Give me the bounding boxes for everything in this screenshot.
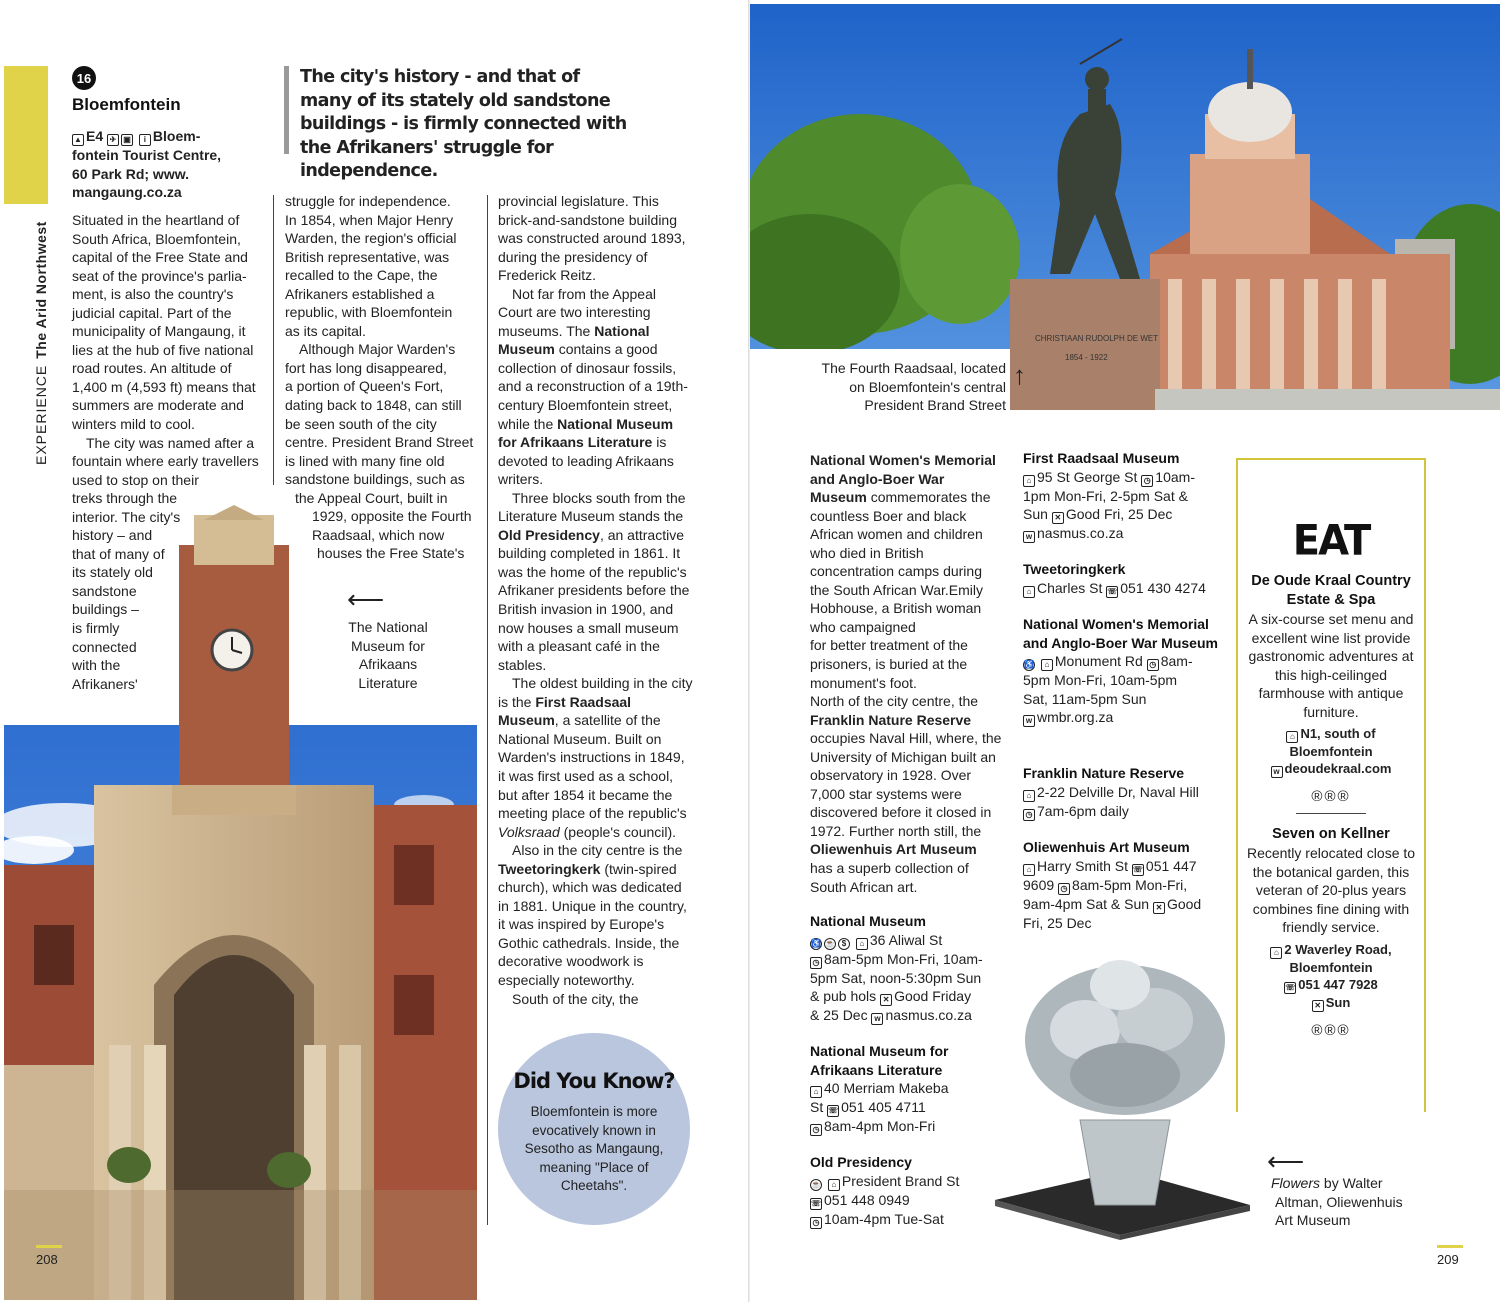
text-line: is lined with many fine old — [285, 452, 445, 469]
text-line: houses the Free State's — [317, 545, 465, 562]
address-icon: ⌂ — [1023, 586, 1035, 598]
museum-name: National Museum — [498, 322, 650, 358]
site-name: Old Presidency — [498, 526, 600, 543]
text-line: road routes. An altitude of — [72, 360, 232, 377]
text-line: Raadsaal, which now — [312, 526, 445, 543]
text-line: The city was named after a — [86, 434, 255, 451]
text-line: British representative, was — [285, 248, 450, 265]
address-icon: ⌂ — [1023, 790, 1035, 802]
clock-icon: ◷ — [1147, 659, 1159, 671]
address-icon: ⌂ — [1270, 947, 1282, 959]
listing-national-museum: National Museum ♿ ☕ $ ⌂ 36 Aliwal St ◷ 8am-5pm Mon-Fri, 10am- 5pm Sat, noon-5:30pm Sun & pub hols ✕ Good Friday & 25 Dec w nasmus.co.za — [810, 913, 983, 1023]
text-line: connected — [72, 638, 137, 655]
restaurant-description: Recently relocated close to the botanical garden, this veteran of 20-plus years combines fine dining with friendly service. — [1246, 845, 1416, 935]
text-line: South Africa, Bloemfontein, — [72, 230, 241, 247]
cafe-icon: ☕ — [811, 1179, 821, 1189]
page-number: 209 — [1437, 1252, 1459, 1267]
address-icon: ⌂ — [1023, 475, 1035, 487]
phone-icon: ☏ — [1285, 982, 1296, 992]
info-line: Bloem- — [152, 128, 201, 144]
clock-icon: ◷ — [1058, 883, 1070, 895]
site-name: National Women's Memorial and Anglo-Boer War Museum — [810, 452, 996, 506]
text-line: Warden, the region's official — [285, 230, 457, 247]
entry-title: Bloemfontein — [72, 95, 181, 114]
statue-years: 1854 - 1922 — [1065, 353, 1108, 362]
price-rating: ®®® — [1311, 788, 1351, 805]
restaurant-name: De Oude Kraal Country Estate & Spa — [1251, 573, 1411, 608]
text-line: buildings – — [72, 601, 139, 618]
closed-icon: ✕ — [1312, 1000, 1324, 1012]
text-line: struggle for independence. — [285, 193, 451, 209]
closed-icon: ✕ — [1153, 902, 1165, 914]
paragraph: Three blocks south from the Literature Museum stands the Old Presidency, an attractive building completed in 1861. It was the home of the republic's Afrikaner presidents before the British invasion in 1900, and now houses a small museum with a pleasant café in the stables. — [498, 489, 690, 673]
region-name: The Arid Northwest — [33, 221, 49, 359]
restaurant-de-oude-kraal: De Oude Kraal Country Estate & Spa A six-course set menu and excellent wine list provide gastronomic adventures at this high-ceilinged farmhouse with antique furniture. ⌂ N1, south of Bloemfontein w deoudekraal.com ®®® — [1242, 572, 1420, 807]
address-icon: ⌂ — [810, 1086, 822, 1098]
text-line: interior. The city's — [72, 508, 181, 525]
disabled-access-icon: ♿ — [1024, 660, 1034, 669]
text-line: 1929, opposite the Fourth — [312, 508, 472, 525]
phone-icon: ☏ — [1107, 586, 1118, 596]
text-line: be seen south of the city — [285, 415, 437, 432]
info-line: fontein Tourist Centre, — [72, 147, 222, 163]
text-line: fountain where early travellers — [72, 453, 259, 470]
phone-icon: ☏ — [1132, 864, 1143, 874]
photo-caption: The National Museum for Afrikaans Literature — [348, 619, 428, 691]
paragraph: The oldest building in the city is the First Raadsaal Museum, a satellite of the National Museum. Built on Warden's instructions in 1849, it was first used as a school, but after 1854 it became the meeting place of the republic's Volksraad (people's council). — [498, 675, 693, 840]
paragraph: Not far from the Appeal Court are two interesting museums. The National Museum contains a good collection of dinosaur fossils, and a reconstruction of a 19th-century Bloemfontein street, while the National Museum for Afrikaans Literature is devoted to leading Afrikaans writers. — [498, 285, 688, 488]
clock-icon: ◷ — [810, 1124, 822, 1136]
site-name: Tweetoringkerk — [498, 860, 601, 877]
web-icon: w — [1271, 766, 1283, 778]
paragraph: Also in the city centre is the Tweetoringkerk (twin-spired church), which was dedicated in 1881. Unique in the country, it was inspired by Europe's Gothic cathedrals. Inside, the decorative woodwork is especially noteworthy. — [498, 842, 687, 988]
arrow-up-icon: ↑ — [1013, 360, 1026, 390]
listing-oliewenhuis: Oliewenhuis Art Museum ⌂ Harry Smith St ☏ 051 447 9609 ◷ 8am-5pm Mon-Fri, 9am-4pm Sat & Sun ✕ Good Fri, 25 Dec — [1023, 839, 1202, 931]
web-icon: w — [1023, 531, 1035, 543]
text-line: Afrikaners established a — [285, 285, 435, 302]
photo-caption: Flowers by Walter Altman, Oliewenhuis Art Museum — [1271, 1175, 1403, 1228]
text-line: lies at the hub of five national — [72, 341, 254, 358]
text-line: recalled to the Cape, the — [285, 267, 438, 284]
closed-icon: ✕ — [880, 994, 892, 1006]
text-line: republic, with Bloemfontein — [285, 304, 453, 321]
restaurant-name: Seven on Kellner — [1272, 826, 1390, 842]
listing-womens-memorial: National Women's Memorial and Anglo-Boer War Museum ♿ ⌂ Monument Rd ◷ 8am- 5pm Mon-Fri, 10am-5pm Sat, 11am-5pm Sun w wmbr.org.za — [1023, 616, 1218, 725]
listing-tweetoringkerk: Tweetoringkerk ⌂ Charles St ☏ 051 430 4274 — [1023, 561, 1206, 596]
text-line: Afrikaners' — [72, 675, 138, 692]
paragraph: South of the city, the — [512, 990, 639, 1007]
shop-icon: $ — [838, 938, 850, 950]
museum-name: National Museum for Afrikaans Literature — [498, 415, 674, 451]
text-line: with the — [72, 657, 121, 674]
clock-icon: ◷ — [810, 957, 822, 969]
text-line: capital of the Free State and — [72, 249, 248, 266]
address-icon: ⌂ — [828, 1179, 840, 1191]
info-grid: E4 — [86, 128, 104, 144]
address-icon: ⌂ — [1023, 864, 1035, 876]
paragraph: for better treatment of the prisoners, is buried at the monument's foot. — [810, 637, 968, 691]
pull-quote: The city's history - and that of many of its stately old sandstone buildings - is firmly connected with the Afrikaners' struggle for independence. — [272, 66, 632, 184]
column-divider — [487, 195, 488, 1225]
clock-icon: ◷ — [1141, 475, 1153, 487]
phone-icon: ☏ — [811, 1198, 822, 1208]
text-line: summers are moderate and — [72, 397, 244, 414]
did-you-know-box — [498, 1033, 690, 1225]
arrow-left-icon: ⟵ — [1267, 1146, 1305, 1176]
text-line: is firmly — [72, 620, 120, 637]
site-name: First Raadsaal Museum — [498, 693, 632, 729]
photo-caption: The Fourth Raadsaal, located on Bloemfontein's central President Brand Street — [821, 360, 1006, 413]
body-column-3 — [498, 192, 693, 1008]
entry-number: 16 — [72, 66, 96, 90]
address-icon: ⌂ — [856, 938, 868, 950]
page-number-bar — [36, 1245, 62, 1248]
text-line: Although Major Warden's — [299, 341, 456, 358]
did-you-know-text: Bloemfontein is more evocatively known in Sesotho as Mangaung, meaning "Place of Cheetahs". — [524, 1104, 664, 1193]
text-line: dating back to 1848, can still — [285, 397, 462, 414]
listing-franklin-reserve: Franklin Nature Reserve ⌂ 2-22 Delville Dr, Naval Hill ◷ 7am-6pm daily — [1023, 765, 1199, 819]
info-line: 60 Park Rd; www. — [72, 165, 189, 182]
paragraph: North of the city centre, the Franklin Nature Reserve occupies Naval Hill, where, the University of Michigan built an observatory in 1928. Over 7,000 star systems were discovered before it closed in 1972. Further north still, the Oliewenhuis Art Museum has a superb collection of South African art. — [810, 693, 1002, 895]
cafe-icon: ☕ — [825, 938, 835, 948]
web-icon: w — [1023, 715, 1035, 727]
text-line: judicial capital. Part of the — [72, 304, 232, 321]
eat-heading: EAT — [1292, 516, 1370, 566]
text-line: the Appeal Court, built in — [295, 489, 448, 506]
text-line: 1,400 m (4,593 ft) means that — [72, 378, 256, 395]
text-line: treks through the — [72, 490, 178, 507]
address-icon: ⌂ — [1041, 659, 1053, 671]
section-label — [33, 221, 49, 465]
site-name: Franklin Nature Reserve — [810, 711, 972, 728]
section-name: EXPERIENCE — [33, 364, 49, 465]
did-you-know-title: Did You Know? — [513, 1069, 675, 1093]
statue-plaque: CHRISTIAAN RUDOLPH DE WET — [1035, 334, 1159, 343]
bus-icon: ▣ — [121, 134, 133, 146]
listing-first-raadsaal: First Raadsaal Museum ⌂ 95 St George St ◷ 10am- 1pm Mon-Fri, 2-5pm Sat & Sun ✕ Good Fri, 25 Dec w nasmus.co.za — [1023, 450, 1195, 541]
text-line: that of many of — [72, 545, 165, 562]
phone-icon: ☏ — [828, 1106, 839, 1115]
info-line: mangaung.co.za — [72, 184, 182, 200]
listing-old-presidency: Old Presidency ☕ ⌂ President Brand St ☏ 051 448 0949 ◷ 10am-4pm Tue-Sat — [810, 1154, 960, 1227]
entry-info — [72, 127, 257, 202]
listing-afrikaans-literature: National Museum for Afrikaans Literature ⌂ 40 Merriam Makeba St ☏ 051 405 4711 ◷ 8am-4pm Mon-Fri — [810, 1043, 949, 1134]
eat-sidebar — [1236, 458, 1426, 1112]
site-name: Oliewenhuis Art Museum — [810, 841, 977, 858]
restaurant-description: A six-course set menu and excellent wine list provide gastronomic adventures at this high-ceilinged farmhouse with antique furniture. — [1248, 611, 1414, 720]
flowers-sculpture-photo — [985, 940, 1255, 1240]
text-line: provincial legislature. This — [498, 193, 659, 209]
page-number-bar — [1437, 1245, 1463, 1248]
text-line: In 1854, when Major Henry — [285, 211, 454, 228]
divider — [1296, 813, 1366, 814]
clock-icon: ◷ — [1023, 809, 1035, 821]
text-line: its stately old — [72, 564, 153, 581]
page-number: 208 — [36, 1252, 58, 1267]
paragraph: National Women's Memorial and Anglo-Boer War Museum commemorates the countless Boer and black African women and children who died in British concentration camps during the South African War.Emily Hobhouse, a British woman who campaigned — [810, 452, 996, 635]
text-line: history – and — [72, 527, 153, 544]
text-line: during the presidency of — [498, 248, 648, 265]
section-color-bar — [4, 66, 48, 204]
text-line: Situated in the heartland of — [72, 212, 240, 228]
text-line: as its capital. — [285, 322, 366, 339]
text-line: a portion of Queen's Fort, — [285, 378, 444, 395]
text-line: seat of the province's parlia- — [72, 267, 247, 284]
text-line: brick-and-sandstone building — [498, 211, 677, 228]
restaurant-seven-on-kellner: Seven on Kellner Recently relocated close to the botanical garden, this veteran of 20-plus years combines fine dining with friendly service. ⌂ 2 Waverley Road, Bloemfontein ☏ 051 447 7928 ✕ Sun ®®® — [1242, 825, 1420, 1040]
text-line: fort has long disappeared, — [285, 359, 447, 376]
web-icon: w — [871, 1013, 883, 1025]
disabled-access-icon: ♿ — [811, 938, 821, 948]
train-icon: ✈ — [107, 134, 119, 146]
info-icon: i — [139, 134, 151, 146]
text-line: municipality of Mangaung, it — [72, 323, 246, 340]
right-page — [750, 0, 1500, 1302]
text-line: Frederick Reitz. — [498, 267, 597, 284]
text-line: sandstone buildings, such as — [285, 471, 465, 488]
clock-icon: ◷ — [810, 1217, 822, 1229]
text-line: centre. President Brand Street — [285, 434, 474, 451]
text-line: used to stop on their — [72, 471, 199, 488]
text-line: was constructed around 1893, — [498, 230, 686, 247]
price-rating: ®®® — [1311, 1021, 1351, 1039]
text-line: winters mild to cool. — [72, 416, 195, 433]
body-column-4 — [810, 451, 1002, 896]
address-icon: ⌂ — [1286, 731, 1298, 743]
arrow-left-icon: ⟵ — [347, 584, 385, 614]
text-line: sandstone — [72, 582, 137, 599]
text-line: ment, is also the country's — [72, 286, 234, 303]
column-divider — [273, 195, 274, 485]
closed-icon: ✕ — [1052, 512, 1064, 524]
raadsaal-photo — [750, 4, 1500, 410]
map-grid-icon: ▲ — [72, 134, 84, 146]
